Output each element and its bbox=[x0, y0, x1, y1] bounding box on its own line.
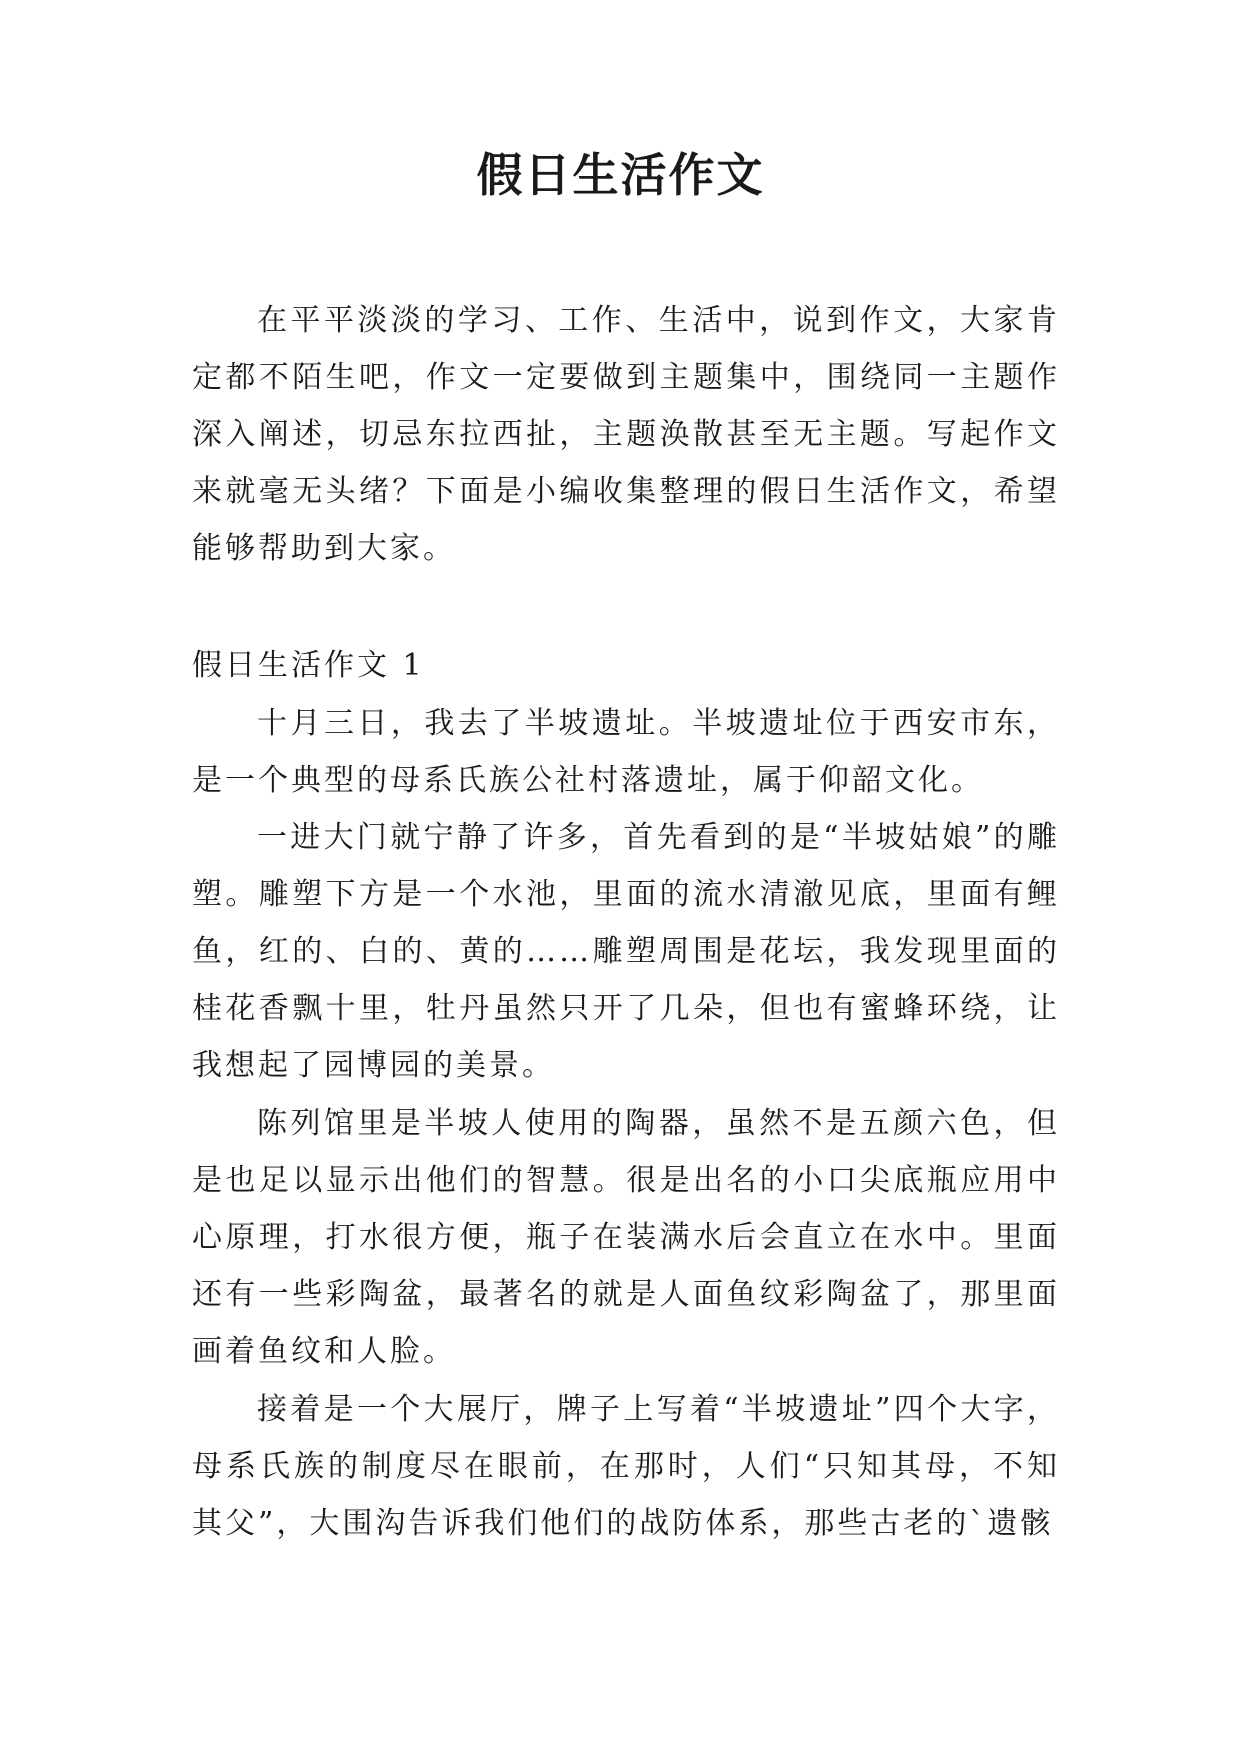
document-title: 假日生活作文 bbox=[476, 148, 765, 202]
body-paragraph: 十月三日，我去了半坡遗址。半坡遗址位于西安市东，是一个典型的母系氏族公社村落遗址，属于仰韶文化。 bbox=[192, 706, 1060, 798]
body-paragraph: 接着是一个大展厅，牌子上写着“半坡遗址”四个大字，母系氏族的制度尽在眼前，在那时，人们“只知其母，不知其父”，大围沟告诉我们他们的战防体系，那些古老的`遗骸 bbox=[192, 1392, 1060, 1541]
body-paragraph: 陈列馆里是半坡人使用的陶器，虽然不是五颜六色，但是也足以显示出他们的智慧。很是出名的小口尖底瓶应用中心原理，打水很方便，瓶子在装满水后会直立在水中。里面还有一些彩陶盆，最著名的就是人面鱼纹彩陶盆了，那里面画着鱼纹和人脸。 bbox=[192, 1106, 1060, 1369]
body-paragraph: 一进大门就宁静了许多，首先看到的是“半坡姑娘”的雕塑。雕塑下方是一个水池，里面的流水清澈见底，里面有鲤鱼，红的、白的、黄的……雕塑周围是花坛，我发现里面的桂花香飘十里，牡丹虽然只开了几朵，但也有蜜蜂环绕，让我想起了园博园的美景。 bbox=[192, 820, 1060, 1083]
section-heading: 假日生活作文 1 bbox=[192, 648, 425, 683]
intro-paragraph: 在平平淡淡的学习、工作、生活中，说到作文，大家肯定都不陌生吧，作文一定要做到主题集中，围绕同一主题作深入阐述，切忌东拉西扯，主题涣散甚至无主题。写起作文来就毫无头绪？下面是小编收集整理的假日生活作文，希望能够帮助到大家。 bbox=[192, 303, 1060, 566]
